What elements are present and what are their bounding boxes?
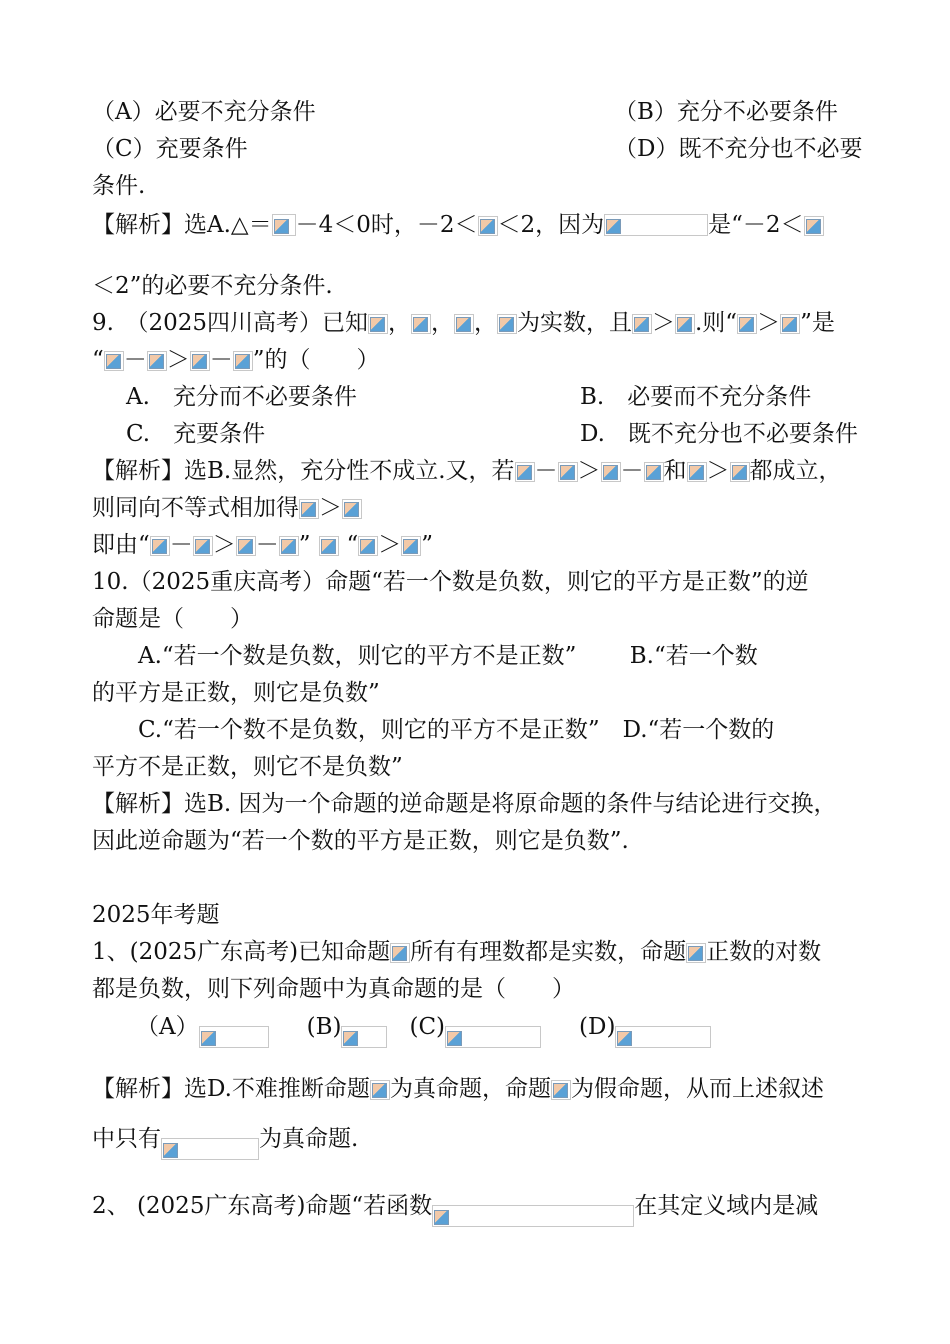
formula-image (644, 462, 664, 482)
formula-image (804, 216, 824, 236)
formula-image (370, 1080, 390, 1100)
q10-options-line-1: A.“若一个数是负数，则它的平方不是正数” B.“若一个数 (92, 643, 758, 669)
formula-image (299, 499, 319, 519)
q10-stem-line-2: 命题是（ ） (92, 606, 253, 632)
q9-solution-line-3: 即由“ － ＞ － ” “ ＞ ” (92, 532, 434, 558)
q10-stem-line-1: 10.（2025重庆高考）命题“若一个数是负数，则它的平方是正数”的逆 (92, 569, 809, 595)
formula-image (551, 1080, 571, 1100)
formula-image (411, 314, 431, 334)
formula-image (515, 462, 535, 482)
formula-image (272, 214, 296, 236)
formula-image (190, 351, 210, 371)
formula-image (780, 314, 800, 334)
formula-image (341, 1026, 387, 1048)
formula-image (368, 314, 388, 334)
q1-solution-line-2: 中只有 为真命题. (92, 1124, 358, 1160)
q9-stem-line-1: 9. （2025四川高考）已知 ， ， ， 为实数，且 ＞ .则“ ＞ ”是 (92, 310, 835, 336)
section-title: 2025年考题 (92, 902, 220, 928)
q8-option-d-continued: 条件. (92, 173, 146, 199)
q9-option-a: A. 充分而不必要条件 (126, 384, 357, 410)
formula-image (675, 314, 695, 334)
formula-image (632, 314, 652, 334)
formula-image (342, 499, 362, 519)
q2-stem-line-1: 2、 (2025广东高考)命题“若函数 在其定义域内是减 (92, 1191, 818, 1227)
formula-image (615, 1026, 711, 1048)
formula-image (432, 1205, 634, 1227)
formula-image (199, 1026, 269, 1048)
formula-image (686, 943, 706, 963)
q10-solution-line-1: 【解析】选B. 因为一个命题的逆命题是将原命题的条件与结论进行交换， (92, 791, 837, 817)
formula-image (233, 351, 253, 371)
formula-image (401, 536, 421, 556)
q8-solution-line-2: ＜2”的必要不充分条件. (92, 273, 333, 299)
q9-stem-line-2: “ － ＞ － ”的（ ） (92, 347, 380, 373)
formula-image (730, 462, 750, 482)
formula-image (558, 462, 578, 482)
formula-image (358, 536, 378, 556)
formula-image (147, 351, 167, 371)
q10-solution-line-2: 因此逆命题为“若一个数的平方是正数，则它是负数”. (92, 828, 629, 854)
q9-option-c: C. 充要条件 (126, 421, 266, 447)
q8-option-b: （B）充分不必要条件 (614, 99, 838, 125)
q10-options-line-3: C.“若一个数不是负数，则它的平方不是正数” D.“若一个数的 (92, 717, 775, 743)
formula-image (104, 351, 124, 371)
q10-options-line-4: 平方不是正数，则它不是负数” (92, 754, 403, 780)
formula-image (737, 314, 757, 334)
q1-stem-line-2: 都是负数，则下列命题中为真命题的是（ ） (92, 976, 575, 1002)
q8-option-c: （C）充要条件 (92, 136, 248, 162)
q9-option-b: B. 必要而不充分条件 (580, 384, 812, 410)
formula-image (445, 1026, 541, 1048)
q8-solution-line-1: 【解析】选A.△＝ －4＜0时，－2＜ ＜2，因为 是“－2＜ (92, 210, 824, 240)
formula-image (193, 536, 213, 556)
formula-image (319, 536, 339, 556)
formula-image (150, 536, 170, 556)
q1-options: （A） (B) (C) (D) (136, 1012, 711, 1048)
formula-image (604, 214, 708, 236)
q10-options-line-2: 的平方是正数，则它是负数” (92, 680, 380, 706)
q9-solution-line-1: 【解析】选B.显然，充分性不成立.又，若 － ＞ － 和 ＞ 都成立， (92, 458, 842, 484)
q1-solution-line-1: 【解析】选D.不难推断命题 为真命题，命题 为假命题，从而上述叙述 (92, 1076, 824, 1102)
formula-image (236, 536, 256, 556)
formula-image (390, 943, 410, 963)
q9-solution-line-2: 则同向不等式相加得 ＞ (92, 493, 362, 523)
q1-stem-line-1: 1、(2025广东高考)已知命题 所有有理数都是实数，命题 正数的对数 (92, 939, 822, 965)
q9-option-d: D. 既不充分也不必要条件 (580, 421, 858, 447)
formula-image (161, 1138, 259, 1160)
formula-image (601, 462, 621, 482)
formula-image (497, 314, 517, 334)
q8-option-d: （D）既不充分也不必要 (614, 136, 863, 162)
formula-image (454, 314, 474, 334)
formula-image (478, 216, 498, 236)
formula-image (687, 462, 707, 482)
q8-option-a: （A）必要不充分条件 (92, 99, 316, 125)
formula-image (279, 536, 299, 556)
